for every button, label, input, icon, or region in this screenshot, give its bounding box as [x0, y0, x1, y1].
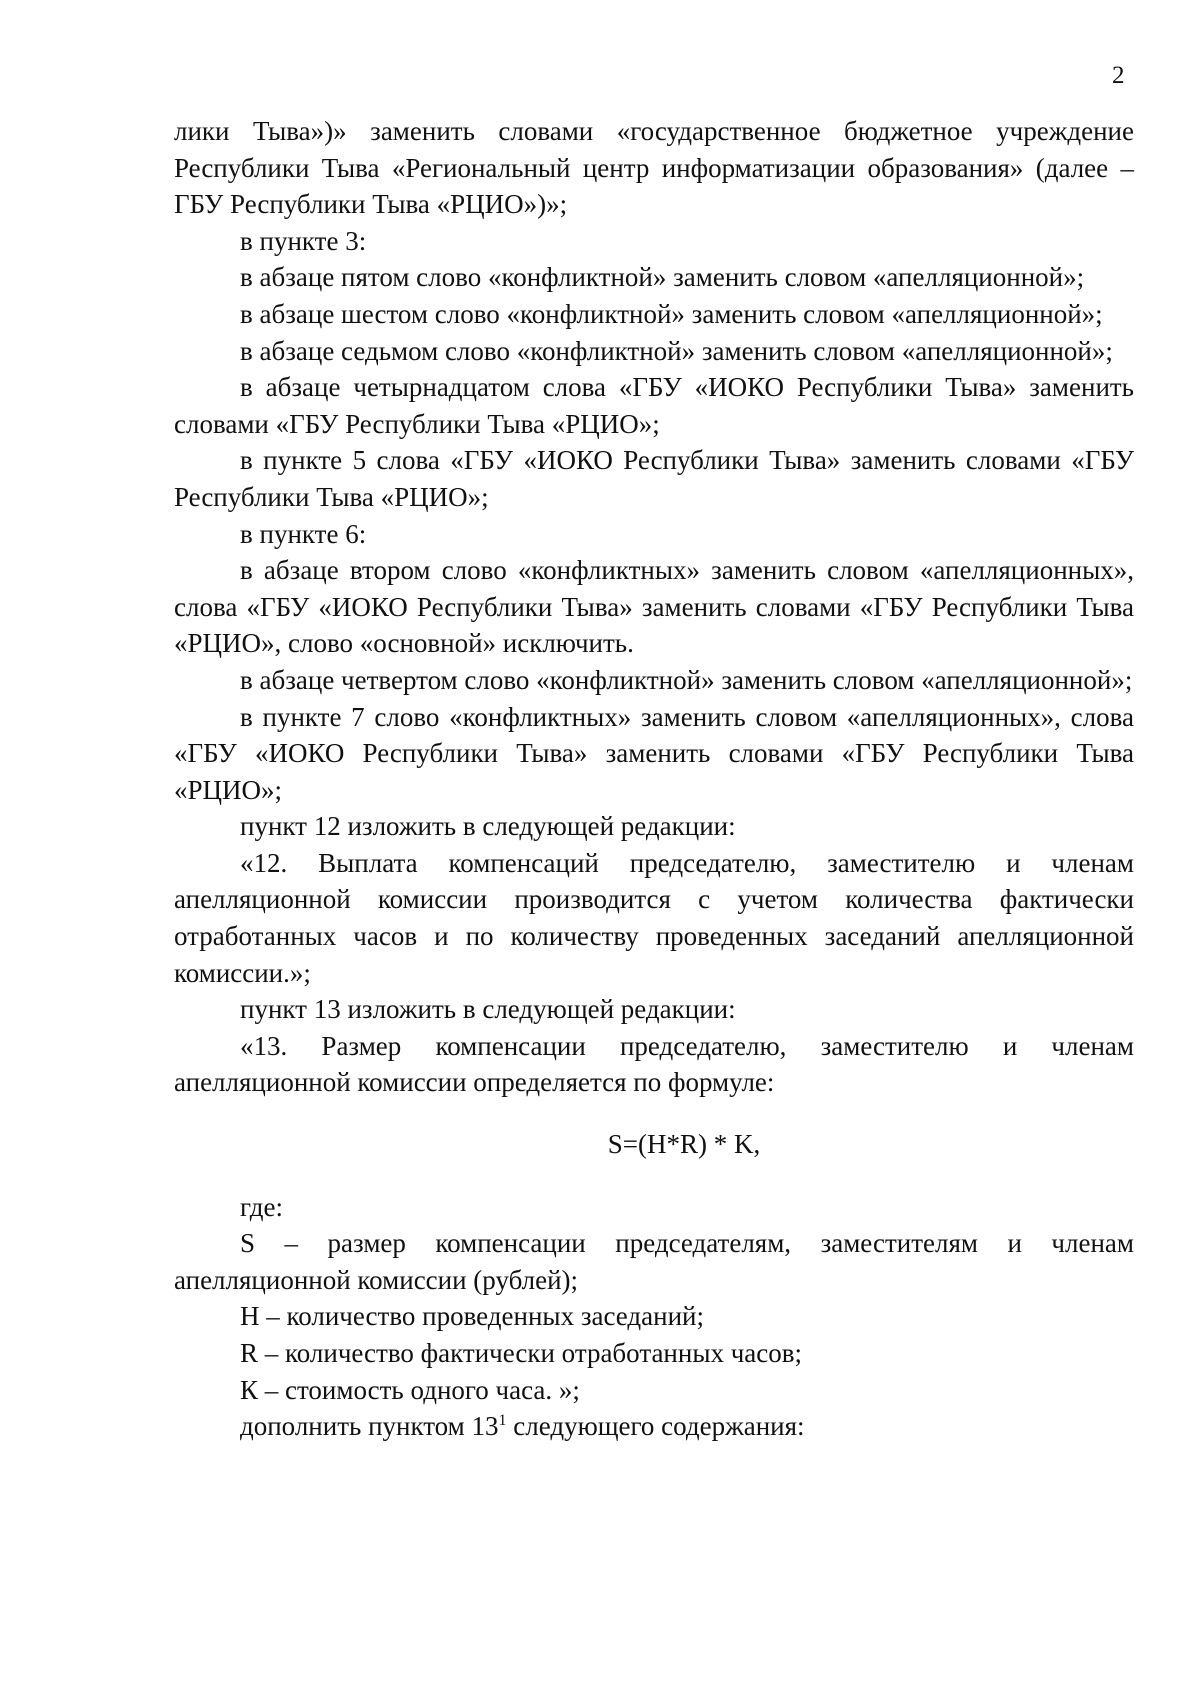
paragraph: в абзаце четвертом слово «конфликтной» заменить словом «апелляционной»;: [240, 664, 1133, 695]
paragraph: пункт 13 изложить в следующей редакции:: [240, 994, 736, 1025]
paragraph: S – размер компенсации председателям, заместителям и членам апелляционной комиссии (рублей);: [174, 1228, 1134, 1295]
paragraph: в абзаце втором слово «конфликтных» заменить словом «апелляционных», слова «ГБУ «ИОКО Республики Тыва» заменить словами «ГБУ Республики Тыва «РЦИО», слово «основной» исключить.: [174, 555, 1134, 659]
paragraph: лики Тыва»)» заменить словами «государственное бюджетное учреждение Республики Тыва «Региональный центр информатизации образования» (далее – ГБУ Республики Тыва «РЦИО»)»;: [174, 116, 1134, 220]
superscript-mark: 1: [498, 1412, 507, 1430]
paragraph: в пункте 5 слова «ГБУ «ИОКО Республики Тыва» заменить словами «ГБУ Республики Тыва «РЦИО»;: [174, 445, 1134, 512]
last-paragraph-text: дополнить пунктом 13: [240, 1411, 499, 1442]
paragraph: Н – количество проведенных заседаний;: [240, 1301, 704, 1332]
paragraph: R – количество фактически отработанных часов;: [240, 1338, 803, 1368]
paragraph: в пункте 6:: [240, 518, 367, 549]
paragraph-last: [174, 1408, 1134, 1445]
paragraph: где:: [240, 1191, 283, 1222]
paragraph: в пункте 3:: [240, 225, 367, 256]
paragraph: пункт 12 изложить в следующей редакции:: [240, 811, 736, 842]
last-paragraph-text-tail: следующего содержания:: [506, 1411, 805, 1442]
paragraph: в абзаце шестом слово «конфликтной» заменить словом «апелляционной»;: [240, 298, 1103, 329]
paragraph: в абзаце седьмом слово «конфликтной» заменить словом «апелляционной»;: [240, 335, 1113, 366]
paragraph: в пункте 7 слово «конфликтных» заменить словом «апелляционных», слова «ГБУ «ИОКО Республики Тыва» заменить словами «ГБУ Республики Тыва «РЦИО»;: [174, 701, 1134, 805]
document-body: [174, 113, 1134, 1445]
paragraph: К – стоимость одного часа. »;: [240, 1374, 580, 1405]
paragraph: «13. Размер компенсации председателю, заместителю и членам апелляционной комиссии определяется по формуле:: [174, 1030, 1134, 1098]
paragraph: в абзаце пятом слово «конфликтной» заменить словом «апелляционной»;: [240, 262, 1085, 293]
compensation-formula: S=(H*R) * K,: [607, 1129, 761, 1160]
paragraph: «12. Выплата компенсаций председателю, заместителю и членам апелляционной комиссии производится с учетом количества фактически отработанных часов и по количеству проведенных заседаний апелляционной комиссии.»;: [174, 847, 1134, 988]
paragraph: в абзаце четырнадцатом слова «ГБУ «ИОКО Республики Тыва» заменить словами «ГБУ Республики Тыва «РЦИО»;: [174, 372, 1134, 439]
page-number: 2: [1112, 62, 1125, 89]
